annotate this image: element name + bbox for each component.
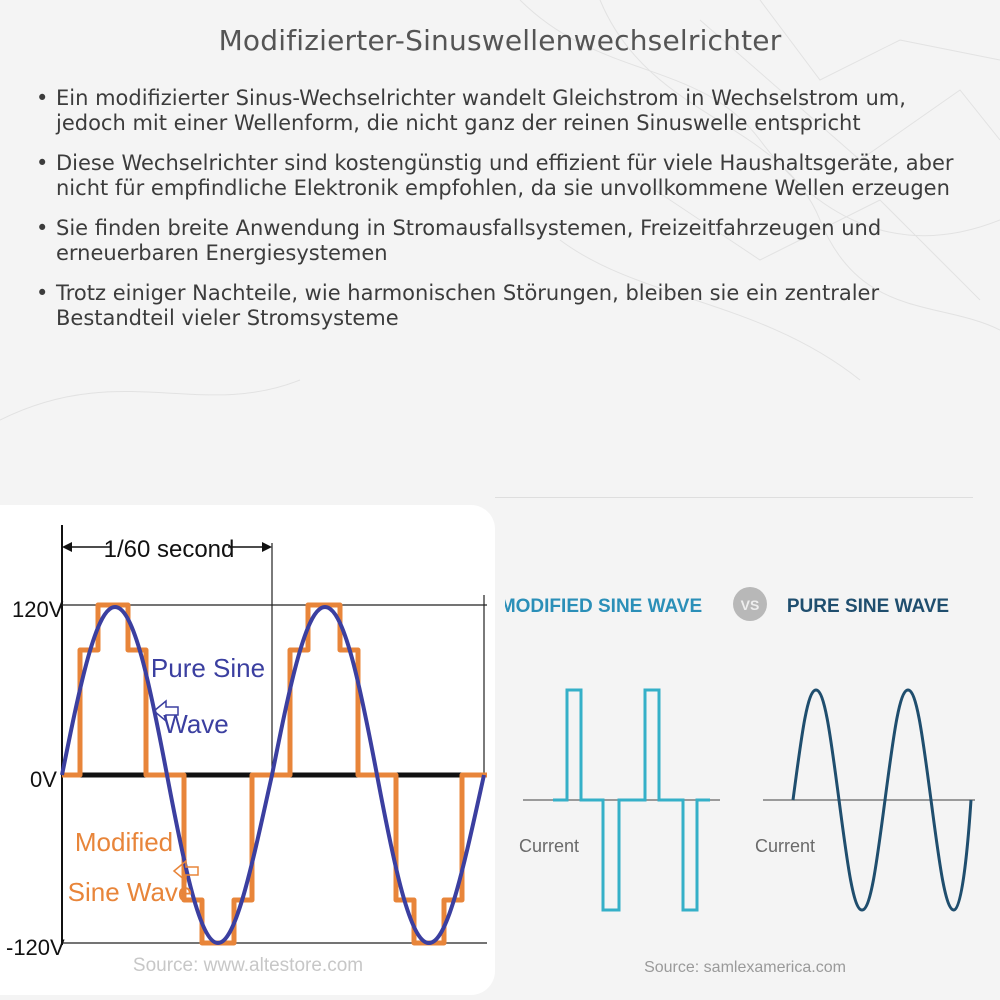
bullet-text: Diese Wechselrichter sind kostengünstig und effizient für viele Haushaltsgeräte, aber nicht für empfindliche Elektronik empfohlen, da sie unvollkommene Wellen erzeugen: [56, 151, 954, 200]
current-label-right: Current: [755, 836, 816, 856]
bullet-item: [32, 216, 972, 266]
current-label-left: Current: [519, 836, 580, 856]
arrowhead-left-icon: [62, 542, 72, 552]
bullet-text: Ein modifizierter Sinus-Wechselrichter wandelt Gleichstrom in Wechselstrom um, jedoch mit einer Wellenform, die nicht ganz der reinen Sinuswelle entspricht: [56, 86, 906, 135]
bullet-item: [32, 281, 972, 331]
pure-label-2: Wave: [163, 709, 229, 739]
y-label-bottom: -120V: [6, 935, 65, 960]
modified-title: MODIFIED SINE WAVE: [505, 596, 703, 617]
bullet-item: [32, 151, 972, 201]
modified-label-1: Modified: [74, 827, 174, 857]
bullet-list: [32, 86, 972, 346]
waveform-figure-right: [505, 540, 985, 980]
pure-title: PURE SINE WAVE: [786, 596, 950, 617]
bullet-dot: •: [36, 86, 49, 110]
y-label-top: 120V: [12, 597, 64, 622]
vs-label: VS: [740, 597, 760, 613]
section-divider: [495, 497, 973, 498]
bullet-dot: •: [36, 151, 49, 175]
modified-label-2: Sine Wave: [67, 877, 193, 907]
waveform-figure-left: [0, 505, 495, 995]
bullet-dot: •: [36, 281, 49, 305]
page-title: Modifizierter-Sinuswellenwechselrichter: [218, 24, 782, 57]
left-source: Source: www.altestore.com: [132, 955, 364, 976]
bullet-text: Trotz einiger Nachteile, wie harmonischen Störungen, bleiben sie ein zentraler Bestandteil vieler Stromsysteme: [56, 281, 880, 330]
right-source: Source: samlexamerica.com: [644, 959, 846, 976]
bullet-text: Sie finden breite Anwendung in Stromausfallsystemen, Freizeitfahrzeugen und erneuerbaren Energiesystemen: [56, 216, 882, 265]
bullet-dot: •: [36, 216, 49, 240]
arrowhead-right-icon: [262, 542, 272, 552]
pure-label-1: Pure Sine: [150, 653, 266, 683]
y-label-mid: 0V: [30, 767, 57, 792]
bullet-item: [32, 86, 972, 136]
period-label: 1/60 second: [103, 536, 235, 563]
